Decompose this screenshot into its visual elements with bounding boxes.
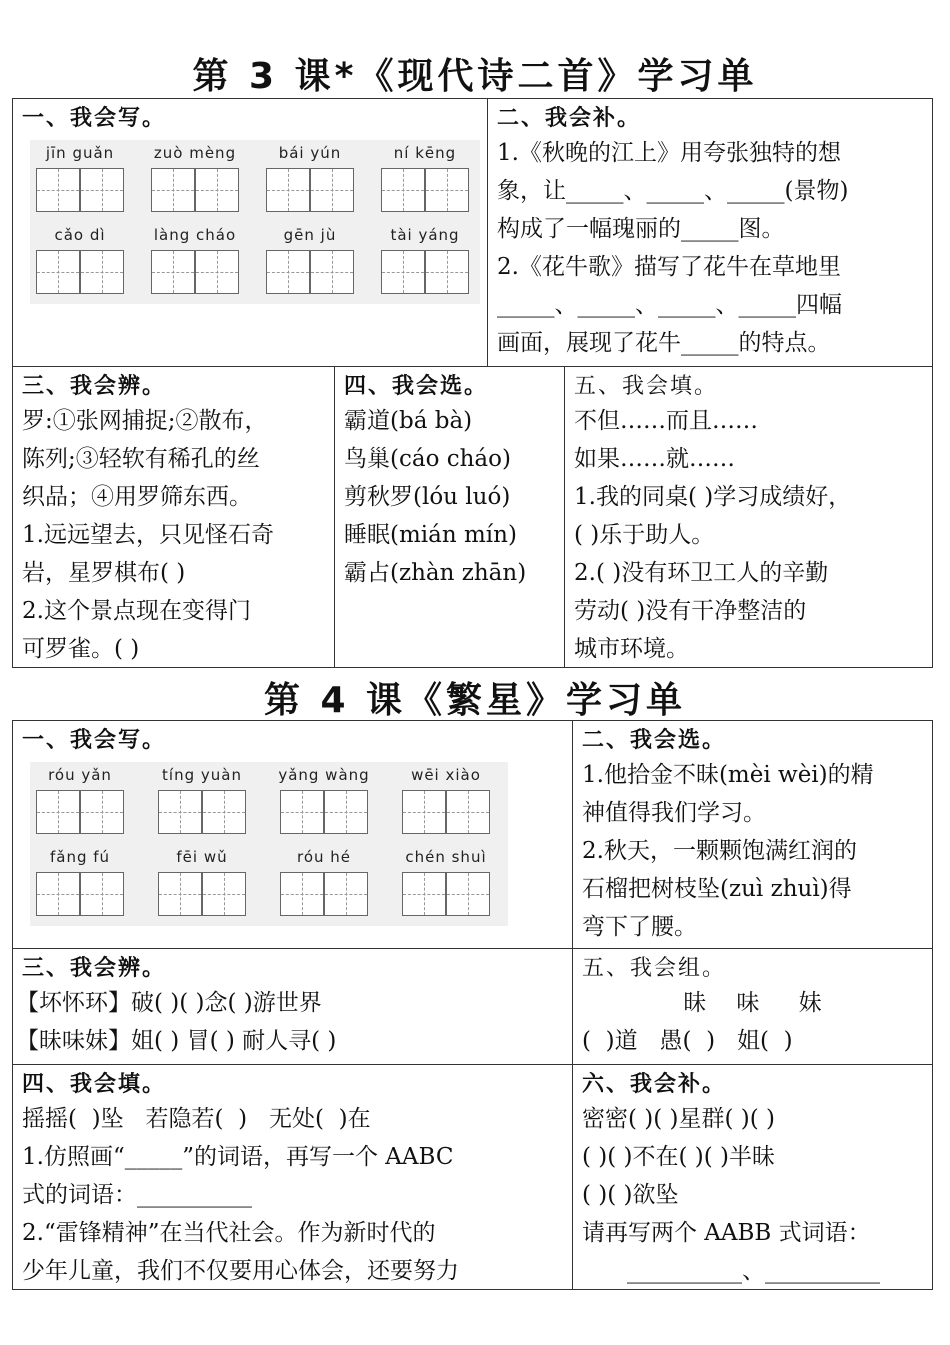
writing-box[interactable] [80,250,124,294]
section-heading: 一、我会写。 [22,728,167,753]
text-line: 1.我的同桌( )学习成绩好， [574,484,852,510]
pinyin-label: chén shuì [405,848,487,866]
text-line: 陈列;③轻软有稀孔的丝 [22,446,260,472]
section-heading: 五、我会组。 [582,956,727,981]
text-line: 不但……而且…… [574,408,758,434]
lesson3-distinguish-section [12,368,334,668]
text-line: 2.秋天，一颗颗饱满红润的 [582,838,857,864]
section-heading: 一、我会写。 [22,106,167,131]
writing-box[interactable] [36,250,80,294]
pinyin-label: tíng yuàn [162,766,242,784]
text-line: 城市环境。 [574,636,689,662]
writing-box[interactable] [446,872,490,916]
pinyin-label: wēi xiào [411,766,481,784]
text-line: 鸟巢(cáo cháo) [344,446,511,472]
text-line: ( )( )欲坠 [582,1182,679,1208]
writing-box[interactable] [402,790,446,834]
text-line: 石榴把树枝坠(zuì zhuì)得 [582,876,852,902]
lesson4-fill-section [12,1066,572,1290]
text-line: 劳动( )没有干净整洁的 [574,598,807,624]
tianzige-grid [30,140,480,304]
lesson4-write-section [12,722,572,948]
writing-box[interactable] [266,168,310,212]
pinyin-label: ní kēng [393,144,457,162]
text-line: __________、__________ [627,1258,880,1284]
writing-box[interactable] [151,250,195,294]
text-line: 2.“雷锋精神”在当代社会。作为新时代的 [22,1220,436,1246]
pinyin-label: làng cháo [153,226,237,244]
divider [12,366,933,367]
writing-box[interactable] [266,250,310,294]
writing-box[interactable] [324,872,368,916]
pinyin-label: bái yún [278,144,342,162]
text-line: 请再写两个 AABB 式词语： [582,1220,871,1246]
section-heading: 三、我会辨。 [22,956,167,981]
lesson4-supplement-section [572,1066,933,1290]
section-heading: 四、我会选。 [344,374,489,399]
writing-box[interactable] [446,790,490,834]
text-line: 象，让_____、_____、_____(景物) [497,178,849,204]
text-line: 睡眠(mián mín) [344,522,517,548]
text-line: 弯下了腰。 [582,914,697,940]
writing-box[interactable] [36,872,80,916]
text-line: 【坏怀环】破( )( )念( )游世界 [16,990,322,1016]
section-heading: 二、我会选。 [582,728,727,753]
writing-box[interactable] [324,790,368,834]
pinyin-label: yǎng wàng [278,766,370,784]
lesson4-distinguish-section [12,950,572,1064]
writing-box[interactable] [151,168,195,212]
lesson3-fill-in-section [487,100,933,366]
lesson3-conjunction-section [564,368,933,668]
text-line: 神值得我们学习。 [582,800,766,826]
writing-box[interactable] [158,872,202,916]
writing-box[interactable] [36,790,80,834]
text-line: 昧 味 妹 [683,990,824,1016]
section-heading: 五、我会填。 [574,374,719,399]
writing-box[interactable] [381,168,425,212]
text-line: 2.这个景点现在变得门 [22,598,251,624]
text-line: 1.仿照画“_____”的词语，再写一个 AABC [22,1144,454,1170]
writing-box[interactable] [402,872,446,916]
writing-box[interactable] [381,250,425,294]
lesson3-choose-section [334,368,564,668]
pinyin-label: cǎo dì [54,226,106,244]
text-line: ( )乐于助人。 [574,522,715,548]
writing-box[interactable] [310,168,354,212]
divider [12,1064,933,1065]
text-line: 剪秋罗(lóu luó) [344,484,511,510]
pinyin-label: jīn guǎn [45,144,115,162]
divider [12,948,933,949]
text-line: _____、_____、_____、_____四幅 [497,292,842,318]
writing-box[interactable] [80,168,124,212]
text-line: 画面，展现了花牛_____的特点。 [497,330,831,356]
pinyin-label: róu yǎn [48,766,112,784]
writing-box[interactable] [36,168,80,212]
text-line: ( )道 愚( ) 姐( ) [582,1028,793,1054]
section-heading: 四、我会填。 [22,1072,167,1097]
pinyin-label: zuò mèng [153,144,237,162]
text-line: 1.远远望去，只见怪石奇 [22,522,274,548]
text-line: 霸道(bá bà) [344,408,473,434]
text-line: 罗:①张网捕捉;②散布， [22,408,268,434]
pinyin-label: fēi wǔ [176,848,228,866]
text-line: 2.( )没有环卫工人的辛勤 [574,560,829,586]
lesson3-title: 第 3 课*《现代诗二首》学习单 [192,56,758,97]
text-line: 密密( )( )星群( )( ) [582,1106,776,1132]
section-heading: 二、我会补。 [497,106,642,131]
lesson3-write-section [12,100,487,366]
writing-box[interactable] [80,872,124,916]
lesson4-title: 第 4 课《繁星》学习单 [263,680,687,721]
text-line: 1.他拾金不昧(mèi wèi)的精 [582,762,874,788]
writing-box[interactable] [80,790,124,834]
lesson4-choose-section [572,722,933,948]
text-line: 1.《秋晚的江上》用夸张独特的想 [497,140,841,166]
writing-box[interactable] [280,872,324,916]
lesson4-group-section [572,950,933,1064]
text-line: 构成了一幅瑰丽的_____图。 [497,216,785,242]
pinyin-label: gēn jù [283,226,337,244]
text-line: 【昧味妹】姐( ) 冒( ) 耐人寻( ) [16,1028,337,1054]
writing-box[interactable] [202,872,246,916]
text-line: 少年儿童，我们不仅要用心体会，还要努力 [22,1258,459,1284]
writing-box[interactable] [195,250,239,294]
writing-box[interactable] [425,168,469,212]
pinyin-label: tài yáng [390,226,460,244]
writing-box[interactable] [425,250,469,294]
text-line: 2.《花牛歌》描写了花牛在草地里 [497,254,841,280]
text-line: ( )( )不在( )( )半昧 [582,1144,776,1170]
text-line: 岩，星罗棋布( ) [22,560,186,586]
text-line: 可罗雀。( ) [22,636,140,662]
section-heading: 六、我会补。 [582,1072,727,1097]
text-line: 如果……就…… [574,446,735,472]
writing-box[interactable] [280,790,324,834]
text-line: 织品；④用罗筛东西。 [22,484,252,510]
writing-box[interactable] [195,168,239,212]
pinyin-label: róu hé [296,848,352,866]
text-line: 式的词语：__________ [22,1182,252,1208]
text-line: 摇摇( )坠 若隐若( ) 无处( )在 [22,1106,371,1132]
writing-box[interactable] [158,790,202,834]
pinyin-label: fǎng fú [49,848,111,866]
writing-box[interactable] [202,790,246,834]
section-heading: 三、我会辨。 [22,374,167,399]
tianzige-grid [30,762,508,926]
text-line: 霸占(zhàn zhān) [344,560,527,586]
writing-box[interactable] [310,250,354,294]
